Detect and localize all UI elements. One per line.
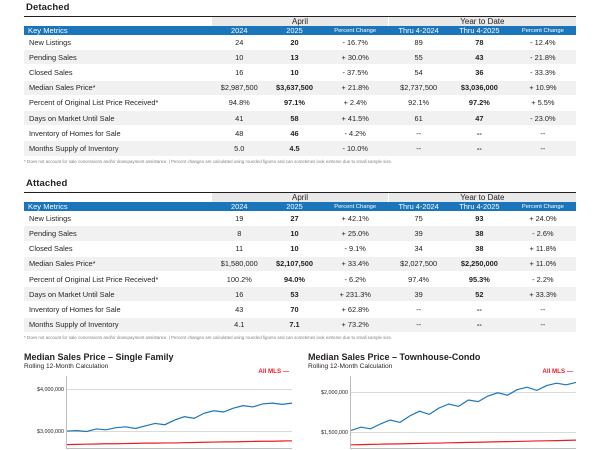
legend-dash-icon: —	[566, 368, 572, 376]
row-thru-2024: 97.4%	[388, 271, 449, 286]
row-2025: 4.5	[267, 141, 322, 156]
col-percent-change: Percent Change	[322, 202, 388, 211]
row-pct: - 37.5%	[322, 65, 388, 80]
row-2024: 5.0	[212, 141, 267, 156]
stats-table-detached	[24, 17, 576, 157]
row-thru-2025: $2,250,000	[449, 256, 510, 271]
table-row	[24, 110, 576, 125]
row-2025: 20	[267, 35, 322, 50]
row-thru-2024: 54	[388, 65, 449, 80]
row-2024: 48	[212, 126, 267, 141]
row-2024: 43	[212, 302, 267, 317]
row-thru-2025: 95.3%	[449, 271, 510, 286]
row-metric: Percent of Original List Price Received*	[24, 95, 212, 110]
col-thru-2025: Thru 4-2025	[449, 202, 510, 211]
row-2025: 46	[267, 126, 322, 141]
row-metric: Closed Sales	[24, 65, 212, 80]
row-pct: - 10.0%	[322, 141, 388, 156]
chart-y-tick-label: $2,000,000	[321, 390, 348, 397]
chart-y-tick-label: $4,000,000	[37, 387, 64, 394]
row-thru-2025: 43	[449, 50, 510, 65]
table-row	[24, 317, 576, 332]
row-2024: 4.1	[212, 317, 267, 332]
row-pct-ytd: - 12.4%	[510, 35, 576, 50]
row-pct-ytd: --	[510, 317, 576, 332]
row-thru-2025: 52	[449, 287, 510, 302]
row-2025: 10	[267, 65, 322, 80]
row-metric: Closed Sales	[24, 241, 212, 256]
row-2025: $3,637,500	[267, 80, 322, 95]
row-2025: 53	[267, 287, 322, 302]
row-pct: + 73.2%	[322, 317, 388, 332]
row-pct: + 62.8%	[322, 302, 388, 317]
group-header-april: April	[212, 17, 389, 26]
row-2025: 10	[267, 226, 322, 241]
row-pct: + 2.4%	[322, 95, 388, 110]
row-thru-2024: --	[388, 126, 449, 141]
table-row	[24, 80, 576, 95]
row-thru-2025: 97.2%	[449, 95, 510, 110]
chart-series-line	[351, 441, 576, 446]
table-row	[24, 35, 576, 50]
row-2024: $1,580,000	[212, 256, 267, 271]
chart-subtitle: Rolling 12-Month Calculation	[308, 363, 393, 371]
table-row	[24, 241, 576, 256]
row-2025: 7.1	[267, 317, 322, 332]
row-pct: + 21.8%	[322, 80, 388, 95]
row-2024: 16	[212, 287, 267, 302]
row-2024: 24	[212, 35, 267, 50]
row-pct: + 25.0%	[322, 226, 388, 241]
row-pct: + 42.1%	[322, 211, 388, 226]
row-metric: Inventory of Homes for Sale	[24, 302, 212, 317]
row-2025: $2,107,500	[267, 256, 322, 271]
row-thru-2024: $2,027,500	[388, 256, 449, 271]
row-thru-2025: --	[449, 302, 510, 317]
table-row	[24, 287, 576, 302]
table-row	[24, 226, 576, 241]
row-metric: Pending Sales	[24, 50, 212, 65]
row-2025: 10	[267, 241, 322, 256]
row-2024: 10	[212, 50, 267, 65]
table-row	[24, 65, 576, 80]
row-pct-ytd: + 10.9%	[510, 80, 576, 95]
col-percent-change: Percent Change	[322, 26, 388, 35]
row-2025: 27	[267, 211, 322, 226]
table-row	[24, 50, 576, 65]
col-2024: 2024	[212, 202, 267, 211]
row-2024: 19	[212, 211, 267, 226]
group-header-april: April	[212, 193, 389, 202]
row-2024: 16	[212, 65, 267, 80]
row-thru-2025: 38	[449, 241, 510, 256]
table-row	[24, 211, 576, 226]
legend-dash-icon: —	[282, 368, 288, 376]
row-thru-2024: --	[388, 317, 449, 332]
row-thru-2024: 92.1%	[388, 95, 449, 110]
section-detached	[24, 0, 576, 164]
chart-series-line	[67, 441, 292, 445]
group-header-row	[24, 193, 576, 202]
table-row	[24, 95, 576, 110]
row-thru-2024: 39	[388, 226, 449, 241]
chart-series-line	[351, 383, 576, 431]
row-2024: 8	[212, 226, 267, 241]
row-pct: + 231.3%	[322, 287, 388, 302]
row-metric: Pending Sales	[24, 226, 212, 241]
group-header-blank	[24, 193, 212, 202]
row-thru-2024: --	[388, 302, 449, 317]
row-thru-2024: 55	[388, 50, 449, 65]
row-thru-2024: 34	[388, 241, 449, 256]
col-percent-change-ytd: Percent Change	[510, 26, 576, 35]
table-row	[24, 256, 576, 271]
row-pct-ytd: --	[510, 126, 576, 141]
row-2025: 97.1%	[267, 95, 322, 110]
row-pct-ytd: - 2.2%	[510, 271, 576, 286]
row-metric: New Listings	[24, 211, 212, 226]
row-thru-2024: --	[388, 141, 449, 156]
row-pct-ytd: - 33.3%	[510, 65, 576, 80]
chart-lines	[351, 376, 576, 448]
legend-label: All MLS	[542, 368, 566, 376]
row-2024: 94.8%	[212, 95, 267, 110]
row-metric: Days on Market Until Sale	[24, 110, 212, 125]
charts-row	[24, 352, 576, 449]
row-metric: Median Sales Price*	[24, 256, 212, 271]
col-percent-change-ytd: Percent Change	[510, 202, 576, 211]
legend-label: All MLS	[258, 368, 282, 376]
row-metric: New Listings	[24, 35, 212, 50]
row-2024: $2,987,500	[212, 80, 267, 95]
row-metric: Median Sales Price*	[24, 80, 212, 95]
chart-subtitle: Rolling 12-Month Calculation	[24, 363, 109, 371]
chart-y-tick-label: $3,000,000	[37, 429, 64, 436]
col-thru-2024: Thru 4-2024	[388, 202, 449, 211]
row-metric: Inventory of Homes for Sale	[24, 126, 212, 141]
row-thru-2025: $3,036,000	[449, 80, 510, 95]
row-pct-ytd: - 2.6%	[510, 226, 576, 241]
row-2024: 41	[212, 110, 267, 125]
footnote: * Does not account for sale concessions and/or downpayment assistance. | Percent changes are calculated using rounded figures and can sometimes look extreme due to small sample size.	[24, 334, 393, 340]
row-pct: - 6.2%	[322, 271, 388, 286]
section-title: Attached	[24, 176, 576, 193]
chart-plot-area	[321, 376, 576, 449]
col-2025: 2025	[267, 26, 322, 35]
row-pct-ytd: + 33.3%	[510, 287, 576, 302]
row-pct: - 9.1%	[322, 241, 388, 256]
row-pct: + 33.4%	[322, 256, 388, 271]
row-thru-2024: 75	[388, 211, 449, 226]
row-pct: + 41.5%	[322, 110, 388, 125]
col-thru-2024: Thru 4-2024	[388, 26, 449, 35]
row-2025: 70	[267, 302, 322, 317]
row-pct: + 30.0%	[322, 50, 388, 65]
section-title: Detached	[24, 0, 576, 17]
table-row	[24, 302, 576, 317]
chart-y-tick-label: $1,500,000	[321, 430, 348, 437]
row-metric: Days on Market Until Sale	[24, 287, 212, 302]
chart-median-sales-price-single-family	[24, 352, 292, 449]
row-thru-2025: --	[449, 126, 510, 141]
chart-lines	[67, 376, 292, 448]
table-row	[24, 271, 576, 286]
group-header-ytd: Year to Date	[388, 17, 576, 26]
col-2025: 2025	[267, 202, 322, 211]
row-pct-ytd: + 11.0%	[510, 256, 576, 271]
row-pct-ytd: + 11.8%	[510, 241, 576, 256]
row-thru-2024: $2,737,500	[388, 80, 449, 95]
table-row	[24, 126, 576, 141]
stats-table-attached	[24, 193, 576, 333]
row-metric: Percent of Original List Price Received*	[24, 271, 212, 286]
chart-title: Median Sales Price – Townhouse-Condo	[308, 352, 481, 363]
row-thru-2025: --	[449, 141, 510, 156]
table-row	[24, 141, 576, 156]
row-2025: 13	[267, 50, 322, 65]
column-header-row	[24, 202, 576, 211]
row-2024: 11	[212, 241, 267, 256]
row-pct-ytd: + 5.5%	[510, 95, 576, 110]
row-2024: 100.2%	[212, 271, 267, 286]
row-pct: - 4.2%	[322, 126, 388, 141]
col-key-metrics: Key Metrics	[24, 26, 212, 35]
row-metric: Months Supply of Inventory	[24, 141, 212, 156]
group-header-row	[24, 17, 576, 26]
row-thru-2025: 36	[449, 65, 510, 80]
row-pct-ytd: - 21.8%	[510, 50, 576, 65]
row-2025: 58	[267, 110, 322, 125]
row-thru-2025: 47	[449, 110, 510, 125]
col-key-metrics: Key Metrics	[24, 202, 212, 211]
group-header-blank	[24, 17, 212, 26]
column-header-row	[24, 26, 576, 35]
row-thru-2024: 39	[388, 287, 449, 302]
chart-series-line	[67, 404, 292, 432]
chart-median-sales-price-townhouse-condo	[308, 352, 576, 449]
row-thru-2025: 78	[449, 35, 510, 50]
row-thru-2024: 89	[388, 35, 449, 50]
chart-title: Median Sales Price – Single Family	[24, 352, 174, 363]
row-thru-2024: 61	[388, 110, 449, 125]
row-pct-ytd: --	[510, 141, 576, 156]
row-thru-2025: 38	[449, 226, 510, 241]
row-pct: - 16.7%	[322, 35, 388, 50]
row-thru-2025: --	[449, 317, 510, 332]
row-pct-ytd: --	[510, 302, 576, 317]
row-pct-ytd: - 23.0%	[510, 110, 576, 125]
row-pct-ytd: + 24.0%	[510, 211, 576, 226]
footnote: * Does not account for sale concessions and/or downpayment assistance. | Percent changes are calculated using rounded figures and can sometimes look extreme due to small sample size.	[24, 158, 393, 164]
row-thru-2025: 93	[449, 211, 510, 226]
row-metric: Months Supply of Inventory	[24, 317, 212, 332]
row-2025: 94.0%	[267, 271, 322, 286]
group-header-ytd: Year to Date	[388, 193, 576, 202]
section-attached	[24, 176, 576, 340]
col-2024: 2024	[212, 26, 267, 35]
col-thru-2025: Thru 4-2025	[449, 26, 510, 35]
chart-plot-area	[37, 376, 292, 449]
